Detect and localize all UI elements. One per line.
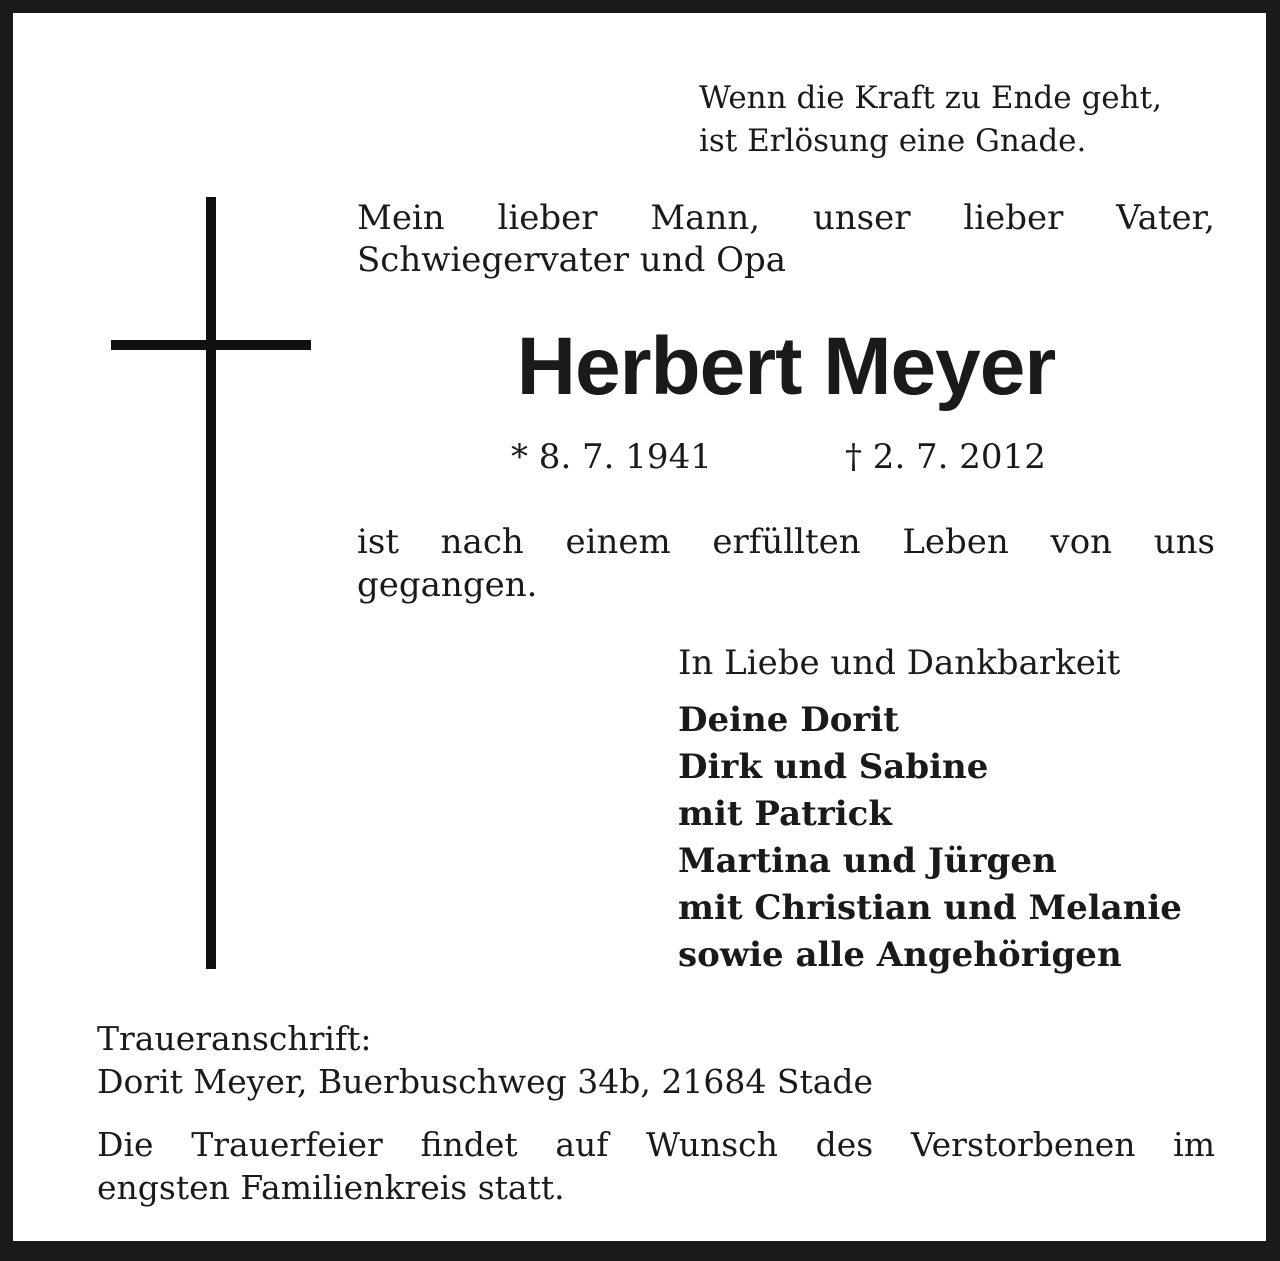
motto <box>699 77 1162 163</box>
motto-line-1: Wenn die Kraft zu Ende geht, <box>699 80 1162 116</box>
address-value: Dorit Meyer, Buerbuschweg 34b, 21684 Stade <box>97 1062 874 1101</box>
family-member: mit Christian und Melanie <box>678 888 1182 928</box>
ceremony-line-2: engsten Familienkreis statt. <box>97 1168 565 1207</box>
family-member: Deine Dorit <box>678 700 899 740</box>
birth-date: * 8. 7. 1941 <box>511 437 712 477</box>
death-date: † 2. 7. 2012 <box>845 437 1046 477</box>
address-label: Traueranschrift: <box>97 1019 372 1058</box>
passed-line-1: ist nach einem erfüllten Leben von uns <box>357 522 1215 562</box>
family-member: Martina und Jürgen <box>678 841 1057 881</box>
mourning-address <box>97 1017 873 1103</box>
motto-line-2: ist Erlösung eine Gnade. <box>699 123 1087 159</box>
ceremony-line-1: Die Trauerfeier findet auf Wunsch des Verstorbenen im <box>97 1125 1215 1164</box>
deceased-name: Herbert Meyer <box>516 321 1056 412</box>
family-member: sowie alle Angehörigen <box>678 935 1122 975</box>
cross-icon <box>111 197 311 969</box>
intro-line-1: Mein lieber Mann, unser lieber Vater, <box>357 198 1215 238</box>
intro-text <box>357 197 1215 281</box>
family-list <box>678 697 1182 979</box>
closing-phrase: In Liebe und Dankbarkeit <box>678 643 1121 683</box>
passed-text <box>357 521 1215 607</box>
family-member: Dirk und Sabine <box>678 747 989 787</box>
ceremony-note <box>97 1123 1215 1209</box>
passed-line-2: gegangen. <box>357 565 538 605</box>
cross-horizontal-beam <box>111 340 311 350</box>
cross-vertical-beam <box>206 197 216 969</box>
family-member: mit Patrick <box>678 794 892 834</box>
intro-line-2: Schwiegervater und Opa <box>357 240 787 280</box>
